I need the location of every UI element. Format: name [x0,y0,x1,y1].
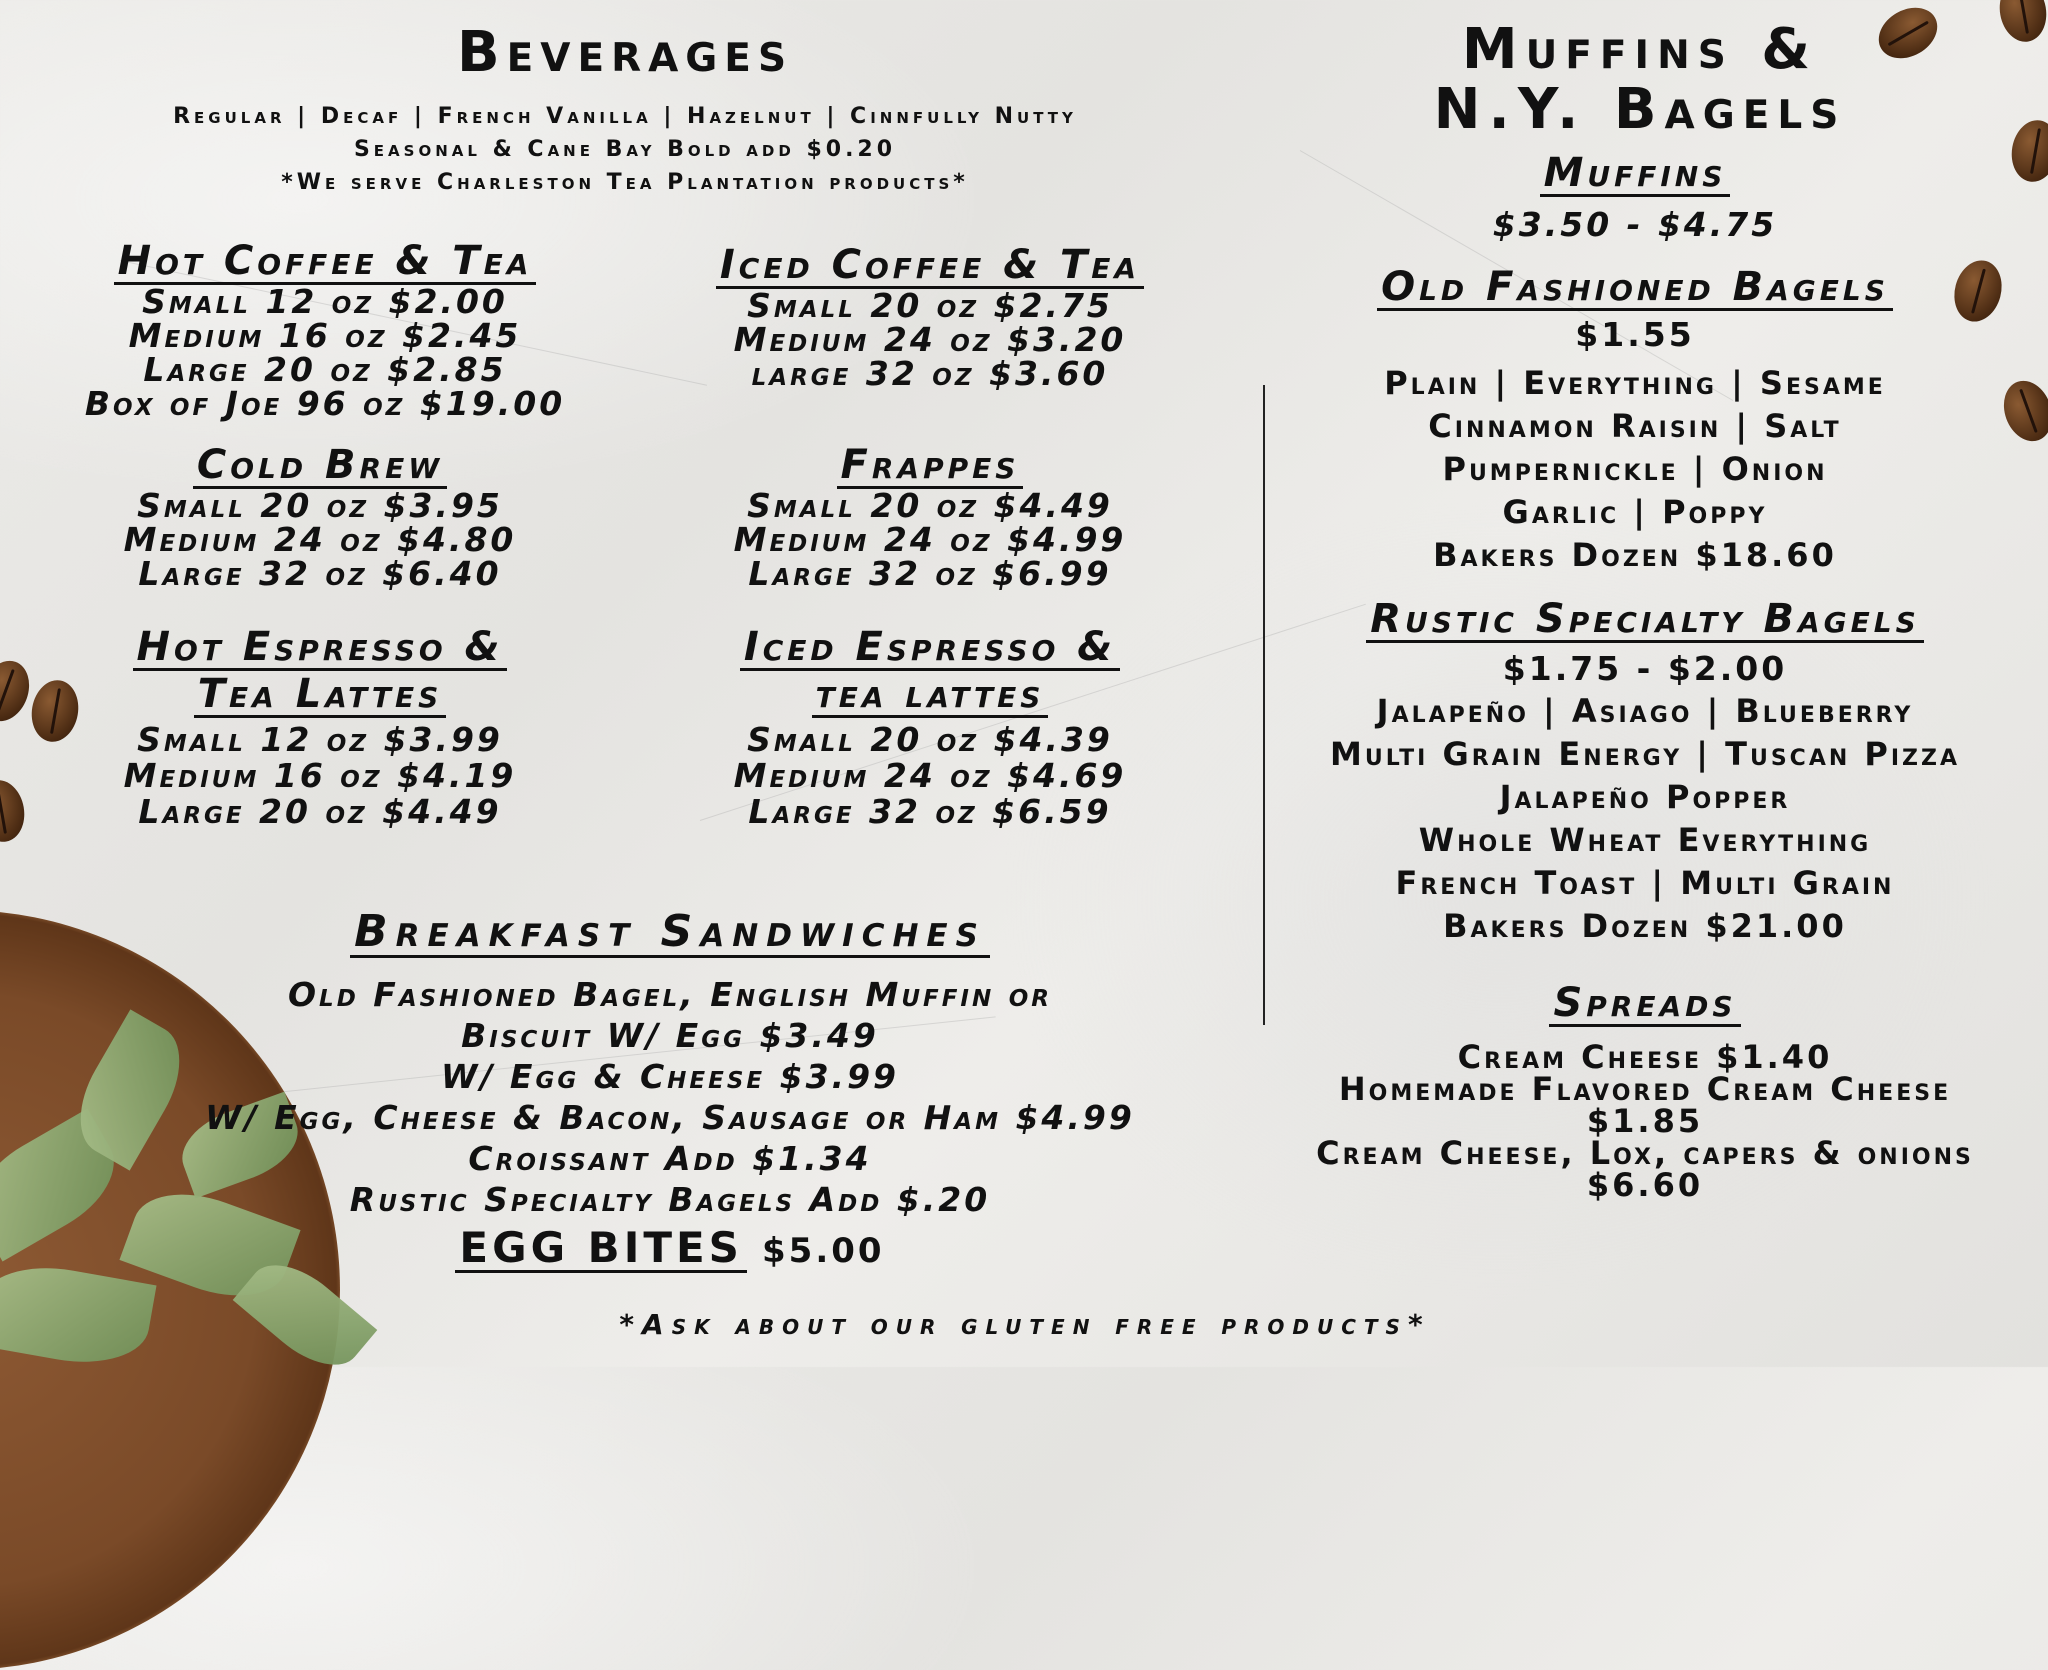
egg-bites-price: $5.00 [762,1231,885,1272]
menu-line: Homemade Flavored Cream Cheese [1338,1070,1952,1108]
hot-espresso-title-2: Tea Lattes [194,673,447,718]
rustic-section [1270,596,2020,948]
menu-line: Box of Joe 96 oz $19.00 [84,384,566,423]
seasonal-note: Seasonal & Cane Bay Bold add $0.20 [353,137,897,162]
beverages-title: Beverages [456,20,794,85]
menu-line: Rustic Specialty Bagels Add $.20 [349,1180,991,1220]
menu-line: Small 20 oz $3.95 [137,486,503,525]
muffins-bagels-title-line-1: Muffins & [1461,17,1819,82]
iced-espresso-title-2: tea lattes [812,673,1049,718]
menu-line: Large 20 oz $2.85 [143,350,507,389]
menu-line: Large 32 oz $6.59 [748,792,1112,831]
coffee-bean-image [1996,374,2048,448]
menu-line: Large 32 oz $6.99 [748,554,1112,593]
menu-line: Small 20 oz $4.39 [747,720,1113,759]
egg-bites-label: EGG BITES [455,1226,747,1273]
rustic-price: $1.75 - $2.00 [1502,649,1788,688]
rustic-title: Rustic Specialty Bagels [1366,598,1924,643]
menu-line: Small 20 oz $4.49 [747,486,1113,525]
breakfast-section [90,906,1250,1273]
gluten-free-note: *Ask about our gluten free products* [619,1308,1431,1341]
menu-line: $6.60 [1586,1166,1704,1204]
menu-line: Whole Wheat Everything [1418,821,1872,859]
menu-line: Cream Cheese, Lox, capers & onions [1316,1134,1974,1172]
menu-line: Medium 24 oz $4.69 [733,756,1127,795]
frappes-section [660,442,1200,591]
menu-line: Medium 24 oz $4.99 [733,520,1127,559]
menu-line: Plain | Everything | Sesame [1384,364,1886,402]
menu-line: W/ Egg, Cheese & Bacon, Sausage or Ham $4.99 [205,1098,1135,1138]
menu-line: Large 20 oz $4.49 [138,792,502,831]
menu-line: Bakers Dozen $21.00 [1443,907,1847,945]
spreads-title: Spreads [1549,982,1740,1027]
spreads-section [1255,980,2035,1204]
menu-line: French Toast | Multi Grain [1395,864,1895,902]
iced-coffee-title: Iced Coffee & Tea [716,244,1144,289]
menu-line: Garlic | Poppy [1502,493,1768,531]
cold-brew-section [20,442,620,591]
hot-coffee-title: Hot Coffee & Tea [114,240,537,285]
hot-coffee-section [20,238,630,421]
muffins-bagels-title [1290,17,1990,142]
iced-espresso-title: Iced Espresso & [740,626,1120,671]
menu-line: Cream Cheese $1.40 [1457,1038,1833,1076]
menu-line: Pumpernickle | Onion [1442,450,1828,488]
menu-line: Jalapeño Popper [1499,778,1791,816]
hot-espresso-section [20,624,620,830]
muffins-bagels-title-line-2: N.Y. Bagels [1433,77,1847,142]
iced-coffee-section [660,242,1200,391]
coffee-flavors: Regular | Decaf | French Vanilla | Hazelnut | Cinnfully Nutty [173,104,1077,129]
menu-line: Jalapeño | Asiago | Blueberry [1376,692,1914,730]
iced-espresso-section [660,624,1200,830]
menu-line: Large 32 oz $6.40 [138,554,502,593]
menu-line: Biscuit W/ Egg $3.49 [461,1016,879,1056]
old-fashioned-section [1290,264,1980,577]
breakfast-title: Breakfast Sandwiches [350,909,990,958]
menu-line: Multi Grain Energy | Tuscan Pizza [1330,735,1960,773]
menu-line: large 32 oz $3.60 [751,354,1109,393]
coffee-bean-image [2007,116,2048,185]
menu-line: Medium 24 oz $3.20 [733,320,1127,359]
hot-espresso-title: Hot Espresso & [133,626,508,671]
menu-line: Small 12 oz $3.99 [137,720,503,759]
menu-line: W/ Egg & Cheese $3.99 [440,1057,900,1097]
menu-line: Medium 16 oz $2.45 [128,316,522,355]
cold-brew-title: Cold Brew [193,444,447,489]
column-divider [1263,385,1265,1025]
frappes-title: Frappes [837,444,1024,489]
menu-line: Bakers Dozen $18.60 [1433,536,1837,574]
old-fashioned-price: $1.55 [1575,315,1695,354]
old-fashioned-title: Old Fashioned Bagels [1377,266,1893,311]
menu-line: Small 20 oz $2.75 [747,286,1113,325]
menu-line: Medium 16 oz $4.19 [123,756,517,795]
muffins-section [1290,150,1980,244]
menu-line: Old Fashioned Bagel, English Muffin or [287,975,1052,1015]
menu-line: Medium 24 oz $4.80 [123,520,517,559]
coffee-bean-image [1995,0,2048,46]
menu-line: Cinnamon Raisin | Salt [1428,407,1842,445]
tea-note: *We serve Charleston Tea Plantation products* [281,170,969,195]
menu-line: Small 12 oz $2.00 [142,282,508,321]
muffins-price: $3.50 - $4.75 [1492,205,1778,244]
menu-line: $1.85 [1586,1102,1704,1140]
muffins-title: Muffins [1540,152,1731,197]
menu-line: Croissant Add $1.34 [468,1139,872,1179]
